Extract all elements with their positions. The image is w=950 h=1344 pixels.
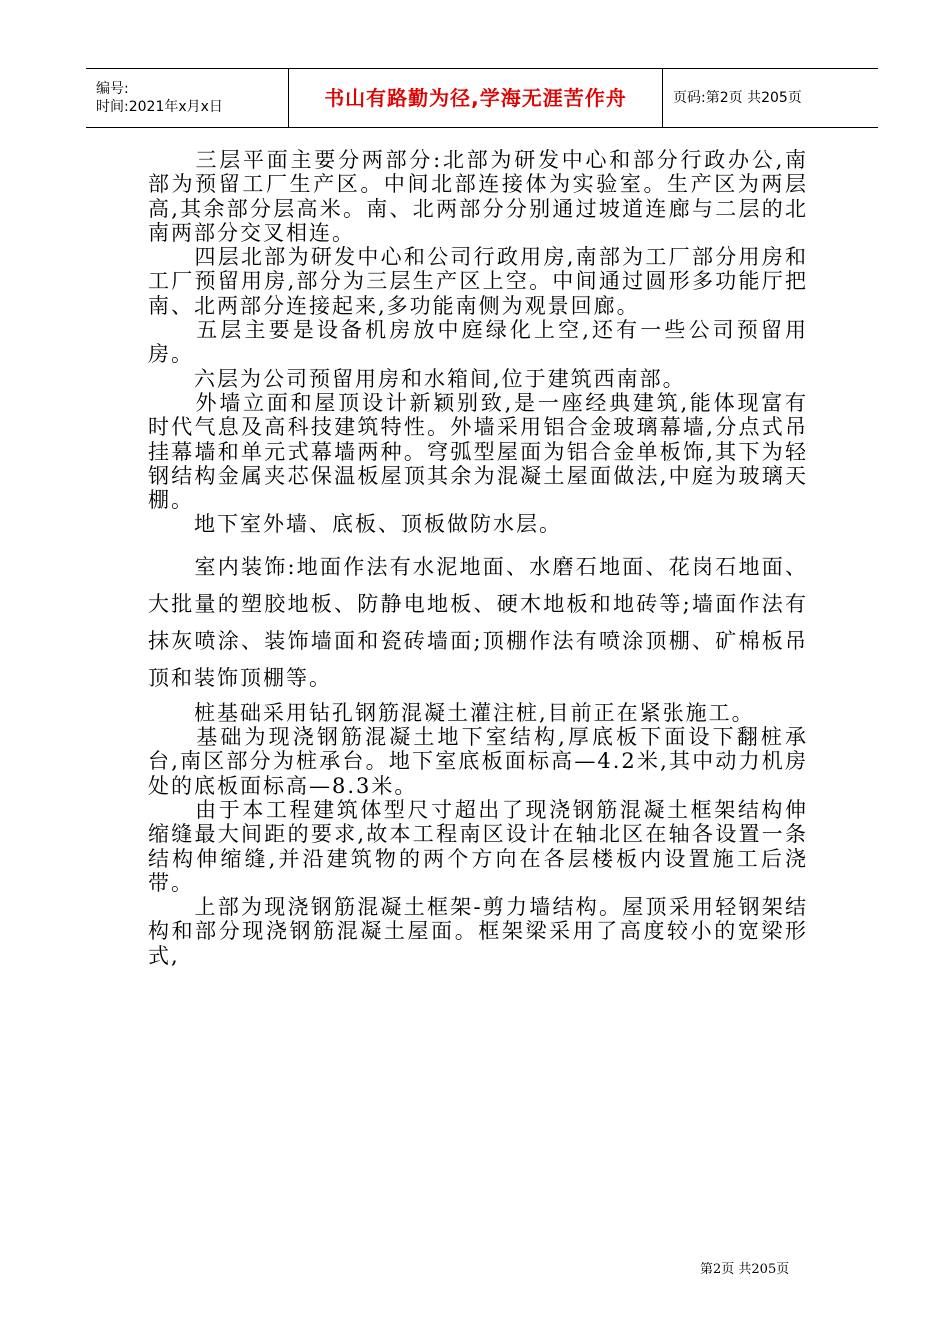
- header-page-number: 页码:第2页 共205页: [673, 90, 802, 106]
- page-header: [86, 68, 878, 128]
- header-meta: [86, 69, 289, 127]
- paragraph-waterproofing: 地下室外墙、底板、顶板做防水层。: [148, 512, 562, 537]
- paragraph-floor5: 五层主要是设备机房放中庭绿化上空,还有一些公司预留用房。: [148, 318, 808, 367]
- paragraph-floor4: 四层北部为研发中心和公司行政用房,南部为工厂部分用房和工厂预留用房,部分为三层生产区上空。中间通过圆形多功能厅把南、北两部分连接起来,多功能南侧为观景回廊。: [148, 245, 808, 318]
- paragraph-superstructure: 上部为现浇钢筋混凝土框架-剪力墙结构。屋顶采用轻钢架结构和部分现浇钢筋混凝土屋面。框架梁采用了高度较小的宽梁形式,: [148, 895, 808, 968]
- paragraph-expansion-joint: 由于本工程建筑体型尺寸超出了现浇钢筋混凝土框架结构伸缩缝最大间距的要求,故本工程南区设计在轴北区在轴各设置一条结构伸缩缝,并沿建筑物的两个方向在各层楼板内设置施工后浇带。: [148, 797, 808, 895]
- paragraph-floor3: 三层平面主要分两部分:北部为研发中心和部分行政办公,南部为预留工厂生产区。中间北部连接体为实验室。生产区为两层高,其余部分层高米。南、北两部分分别通过坡道连廊与二层的北南两部分交叉相连。: [148, 148, 808, 245]
- document-body: [148, 148, 808, 968]
- paragraph-floor6: 六层为公司预留用房和水箱间,位于建筑西南部。: [148, 366, 686, 391]
- page-footer: 第2页 共205页: [700, 1262, 790, 1277]
- paragraph-interior: 室内装饰:地面作法有水泥地面、水磨石地面、花岗石地面、大批量的塑胶地板、防静电地板、硬木地板和地砖等;墙面作法有抹灰喷涂、装饰墙面和瓷砖墙面;顶棚作法有喷涂顶棚、矿棉板吊顶和装饰顶棚等。: [148, 554, 808, 690]
- document-number-label: 编号:: [96, 81, 129, 97]
- paragraph-piles: 桩基础采用钻孔钢筋混凝土灌注桩,目前正在紧张施工。: [148, 700, 755, 725]
- paragraph-facade: 外墙立面和屋顶设计新颖别致,是一座经典建筑,能体现富有时代气息及高科技建筑特性。外墙采用铝合金玻璃幕墙,分点式吊挂幕墙和单元式幕墙两种。穹弧型屋面为铝合金单板饰,其下为轻钢结构金属夹芯保温板屋顶其余为混凝土屋面做法,中庭为玻璃天棚。: [148, 390, 808, 513]
- paragraph-foundation: 基础为现浇钢筋混凝土地下室结构,厚底板下面设下翻桩承台,南区部分为桩承台。地下室底板面标高—4.2米,其中动力机房处的底板面标高—8.3米。: [148, 725, 808, 798]
- document-time-label: 时间:2021年x月x日: [96, 99, 223, 115]
- header-motto: 书山有路勤为径,学海无涯苦作舟: [289, 69, 663, 127]
